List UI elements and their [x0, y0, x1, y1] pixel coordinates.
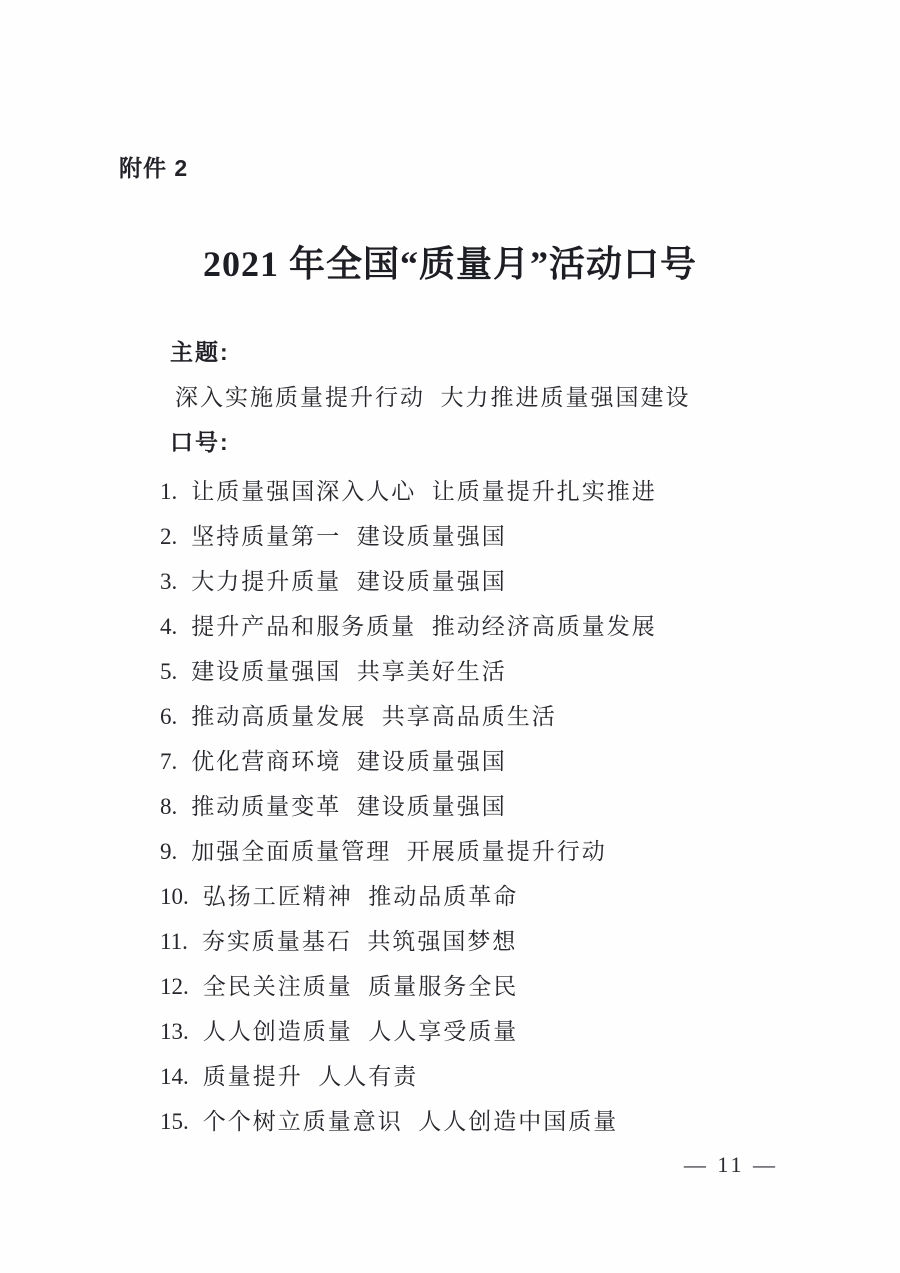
slogan-text: 提升产品和服务质量 推动经济高质量发展 [191, 614, 657, 639]
slogan-item [160, 649, 780, 694]
slogan-text: 个个树立质量意识 人人创造中国质量 [202, 1109, 619, 1134]
slogan-item [160, 919, 780, 964]
slogan-label: 口号: [170, 429, 230, 455]
slogan-item [160, 1099, 780, 1144]
slogan-text: 建设质量强国 共享美好生活 [191, 659, 507, 684]
document-body [160, 330, 780, 1144]
slogan-text: 推动高质量发展 共享高品质生活 [191, 704, 557, 729]
slogan-number: 1. [160, 479, 178, 504]
slogan-item [160, 874, 780, 919]
slogan-number: 13. [160, 1019, 189, 1044]
slogan-item [160, 604, 780, 649]
slogan-text: 质量提升 人人有责 [202, 1064, 419, 1089]
slogan-item [160, 784, 780, 829]
slogan-number: 4. [160, 614, 178, 639]
slogan-item [160, 964, 780, 1009]
slogan-text: 加强全面质量管理 开展质量提升行动 [191, 839, 607, 864]
slogan-text: 大力提升质量 建设质量强国 [191, 569, 507, 594]
slogan-text: 让质量强国深入人心 让质量提升扎实推进 [191, 479, 657, 504]
slogan-item [160, 1054, 780, 1099]
slogan-text: 弘扬工匠精神 推动品质革命 [202, 884, 519, 909]
slogan-number: 14. [160, 1064, 189, 1089]
slogan-text: 推动质量变革 建设质量强国 [191, 794, 507, 819]
theme-label: 主题: [170, 339, 230, 365]
slogan-text: 全民关注质量 质量服务全民 [202, 974, 519, 999]
slogan-list [160, 469, 780, 1144]
slogan-number: 2. [160, 524, 178, 549]
slogan-number: 9. [160, 839, 178, 864]
slogan-text: 人人创造质量 人人享受质量 [202, 1019, 519, 1044]
slogan-number: 12. [160, 974, 189, 999]
slogan-number: 11. [160, 929, 188, 954]
page-number: — 11 — [683, 1152, 778, 1177]
slogan-number: 3. [160, 569, 178, 594]
slogan-text: 优化营商环境 建设质量强国 [191, 749, 507, 774]
slogan-number: 8. [160, 794, 178, 819]
slogan-text: 夯实质量基石 共筑强国梦想 [201, 929, 518, 954]
slogan-item [160, 739, 780, 784]
slogan-item [160, 559, 780, 604]
page-title: 2021 年全国“质量月”活动口号 [202, 244, 697, 284]
slogan-number: 10. [160, 884, 189, 909]
slogan-number: 7. [160, 749, 178, 774]
slogan-item [160, 1009, 780, 1054]
slogan-text: 坚持质量第一 建设质量强国 [191, 524, 507, 549]
slogan-item [160, 694, 780, 739]
slogan-item [160, 514, 780, 559]
slogan-number: 6. [160, 704, 178, 729]
slogan-number: 15. [160, 1109, 189, 1134]
slogan-number: 5. [160, 659, 178, 684]
slogan-item [160, 829, 780, 874]
theme-text: 深入实施质量提升行动 大力推进质量强国建设 [175, 385, 691, 410]
attachment-label: 附件 2 [119, 155, 189, 181]
slogan-item [160, 469, 780, 514]
